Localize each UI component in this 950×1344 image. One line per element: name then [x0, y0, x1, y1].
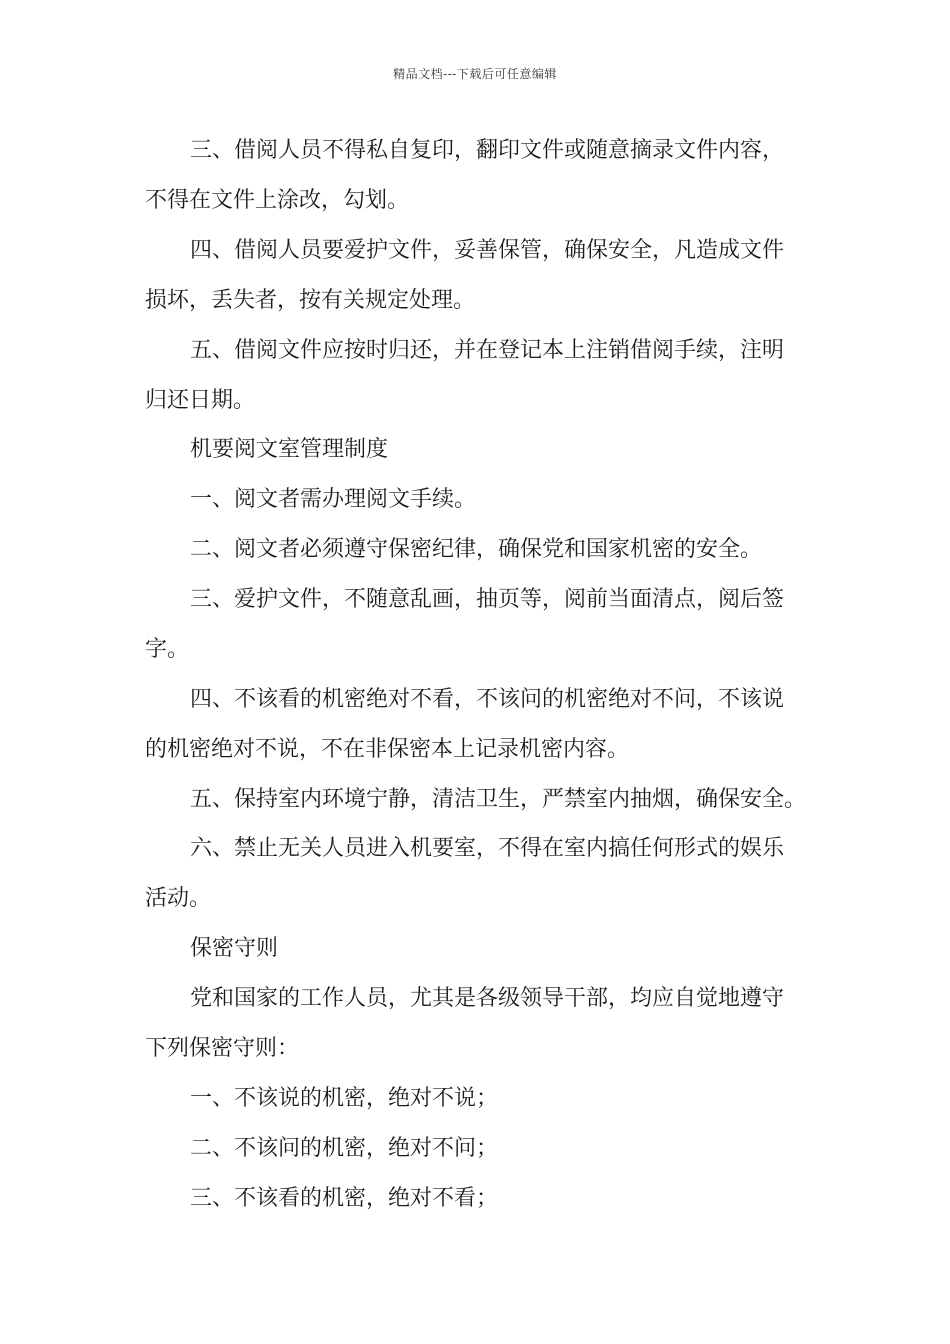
paragraph-line: 字。 — [145, 637, 190, 662]
paragraph-line: 活动。 — [145, 886, 212, 911]
paragraph-line: 归还日期。 — [145, 388, 256, 413]
paragraph-line: 六、禁止无关人员进入机要室，不得在室内搞任何形式的娱乐 — [190, 836, 785, 861]
paragraph-line: 损坏，丢失者，按有关规定处理。 — [145, 288, 476, 313]
paragraph-line: 五、保持室内环境宁静，清洁卫生，严禁室内抽烟，确保安全。 — [190, 787, 807, 812]
section-title: 机要阅文室管理制度 — [190, 437, 389, 462]
paragraph-line: 一、阅文者需办理阅文手续。 — [190, 487, 477, 512]
paragraph-line: 的机密绝对不说，不在非保密本上记录机密内容。 — [145, 737, 630, 762]
paragraph-line: 四、借阅人员要爱护文件，妥善保管，确保安全，凡造成文件 — [190, 238, 785, 263]
page-header: 精品文档---下载后可任意编辑 — [393, 67, 557, 81]
paragraph-line: 三、不该看的机密，绝对不看； — [190, 1186, 499, 1211]
paragraph-line: 三、借阅人员不得私自复印，翻印文件或随意摘录文件内容， — [190, 138, 785, 163]
paragraph-line: 二、阅文者必须遵守保密纪律，确保党和国家机密的安全。 — [190, 537, 763, 562]
paragraph-line: 五、借阅文件应按时归还，并在登记本上注销借阅手续，注明 — [190, 338, 785, 363]
section-title: 保密守则 — [190, 936, 279, 961]
paragraph-line: 一、不该说的机密，绝对不说； — [190, 1086, 499, 1111]
paragraph-line: 二、不该问的机密，绝对不问； — [190, 1136, 499, 1161]
paragraph-line: 党和国家的工作人员，尤其是各级领导干部，均应自觉地遵守 — [190, 986, 785, 1011]
paragraph-line: 不得在文件上涂改，勾划。 — [145, 188, 410, 213]
paragraph-line: 三、爱护文件，不随意乱画，抽页等，阅前当面清点，阅后签 — [190, 587, 785, 612]
paragraph-line: 下列保密守则： — [145, 1036, 300, 1061]
paragraph-line: 四、不该看的机密绝对不看，不该问的机密绝对不问，不该说 — [190, 687, 785, 712]
